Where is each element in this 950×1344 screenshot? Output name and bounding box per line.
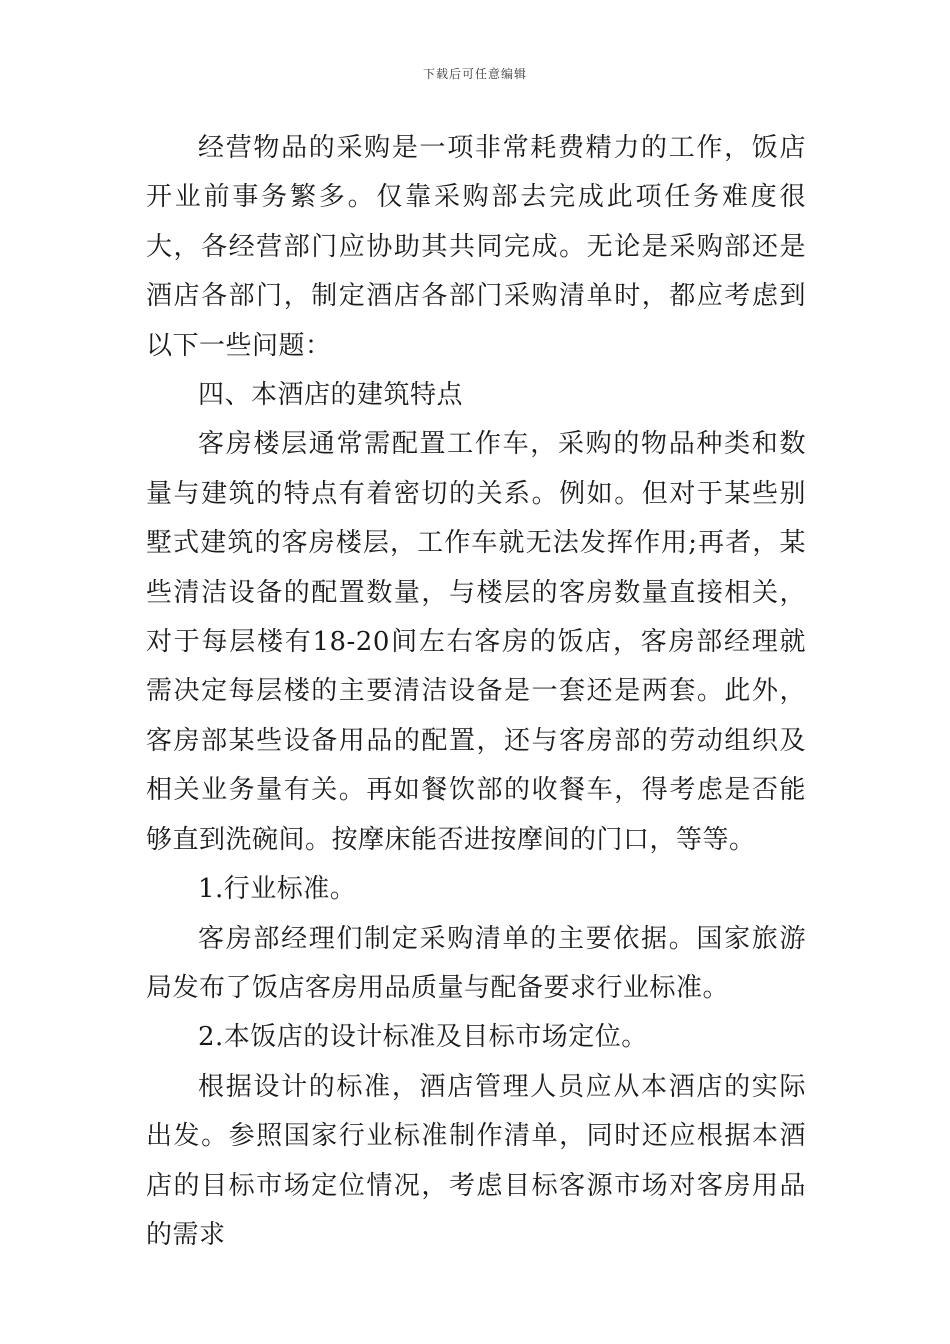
subheading-industry-standard: 1.行业标准。 bbox=[198, 874, 357, 905]
paragraph-intro: 经营物品的采购是一项非常耗费精力的工作，饭店开业前事务繁多。仅靠采购部去完成此项任务难度很大，各经营部门应协助其共同完成。无论是采购部还是酒店各部门，制定酒店各部门采购清单时，都应考虑到以下一些问题： bbox=[146, 133, 806, 361]
subheading-design-standard: 2.本饭店的设计标准及目标市场定位。 bbox=[198, 1022, 648, 1053]
paragraph-building-features: 客房楼层通常需配置工作车，采购的物品种类和数量与建筑的特点有着密切的关系。例如。但对于某些别墅式建筑的客房楼层，工作车就无法发挥作用;再者，某些清洁设备的配置数量，与楼层的客房数量直接相关，对于每层楼有18-20间左右客房的饭店，客房部经理就需决定每层楼的主要清洁设备是一套还是两套。此外，客房部某些设备用品的配置，还与客房部的劳动组织及相关业务量有关。再如餐饮部的收餐车，得考虑是否能够直到洗碗间。按摩床能否进按摩间的门口，等等。 bbox=[146, 429, 806, 855]
section-heading-building-features: 四、本酒店的建筑特点 bbox=[198, 380, 464, 411]
paragraph-design-standard: 根据设计的标准，酒店管理人员应从本酒店的实际出发。参照国家行业标准制作清单，同时还应根据本酒店的目标市场定位情况，考虑目标客源市场对客房用品的需求 bbox=[146, 1071, 806, 1250]
page-header-note: 下载后可任意编辑 bbox=[422, 67, 527, 81]
document-body bbox=[146, 124, 806, 1260]
paragraph-industry-standard: 客房部经理们制定采购清单的主要依据。国家旅游局发布了饭店客房用品质量与配备要求行业标准。 bbox=[146, 923, 806, 1003]
